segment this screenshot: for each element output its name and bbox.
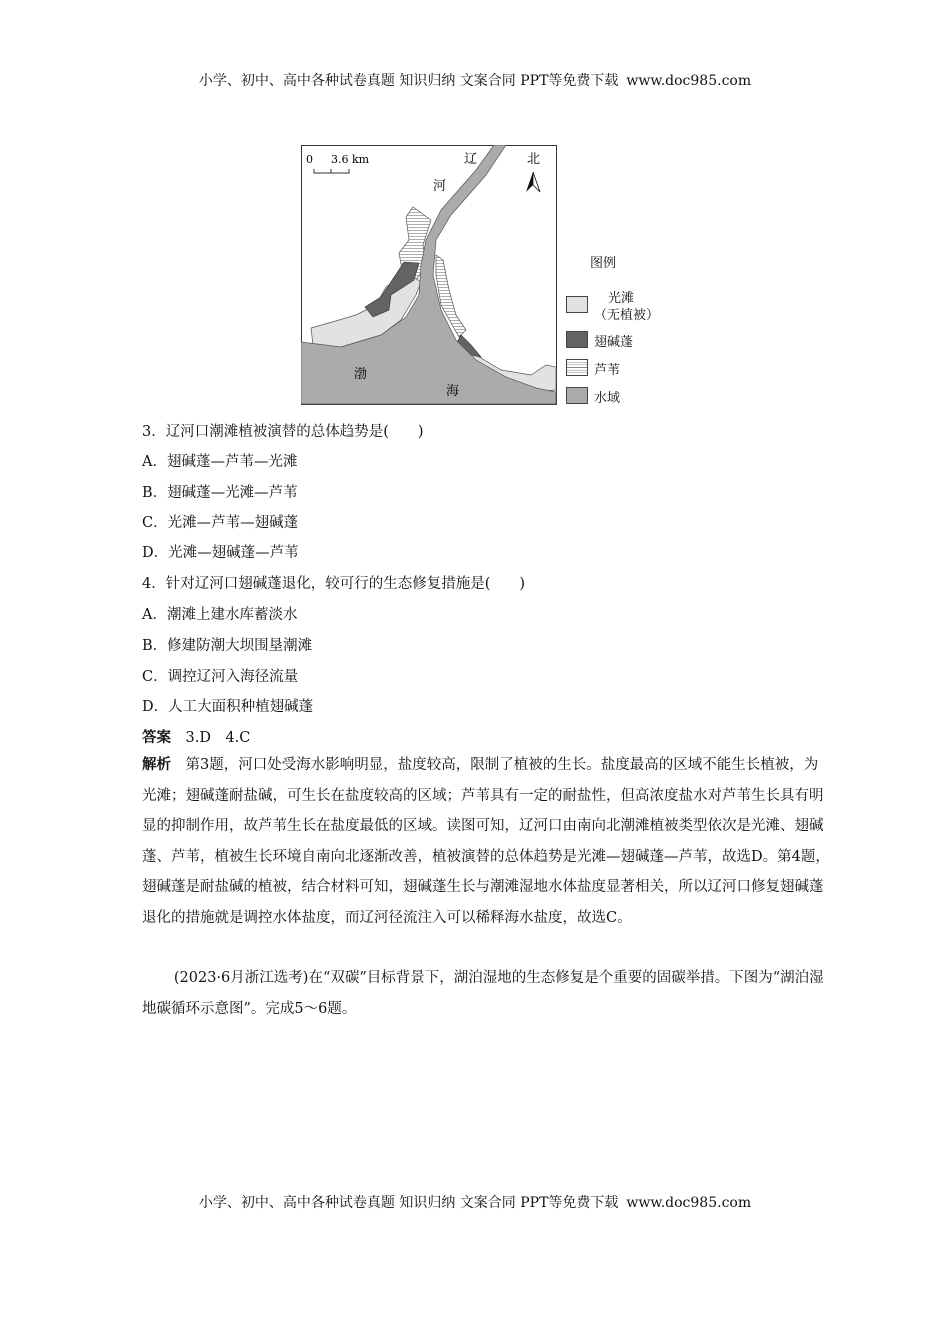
option: A．翅碱蓬—芦苇—光滩	[142, 454, 298, 470]
analysis-text: 第3题，河口处受海水影响明显，盐度较高，限制了植被的生长。盐度最高的区域不能生长植被，为光滩；翅碱蓬耐盐碱，可生长在盐度较高的区域；芦苇具有一定的耐盐性，但高浓度盐水对芦苇生长具有明显的抑制作用，故芦苇生长在盐度最低的区域。读图可知，辽河口由南向北潮滩植被类型依次是光滩、翅碱蓬、芦苇，植被生长环境自南向北逐渐改善，植被演替的总体趋势是光滩—翅碱蓬—芦苇，故选D。第4题，翅碱蓬是耐盐碱的植被，结合材料可知，翅碱蓬生长与潮滩湿地水体盐度显著相关，所以辽河口修复翅碱蓬退化的措施就是调控水体盐度，而辽河径流注入可以稀释海水盐度，故选C。	[142, 757, 830, 926]
page-footer	[0, 1192, 950, 1212]
page-header	[0, 70, 950, 90]
north-label: 北	[527, 152, 541, 167]
legend-swatch	[566, 359, 588, 376]
answer	[142, 726, 250, 747]
sea-label: 海	[446, 384, 460, 399]
footer-text: 小学、初中、高中各种试卷真题 知识归纳 文案合同 PPT等免费下载	[198, 1195, 619, 1211]
answer-value: 3.D 4.C	[185, 730, 251, 746]
legend-swatch	[566, 296, 588, 313]
option: B．修建防潮大坝围垦潮滩	[142, 638, 313, 654]
next-question-intro: (2023·6月浙江选考)在“双碳”目标背景下，湖泊湿地的生态修复是个重要的固碳举措。下图为“湖泊湿地碳循环示意图”。完成5～6题。	[142, 970, 824, 1017]
analysis-label: 解析	[142, 756, 171, 773]
answer-label: 答案	[142, 729, 171, 746]
question-3: 3．辽河口潮滩植被演替的总体趋势是( )	[142, 424, 424, 440]
river-label: 辽	[464, 152, 478, 167]
liaohe-estuary-map	[301, 145, 557, 405]
sea-label: 渤	[354, 367, 368, 382]
header-link[interactable]: www.doc985.com	[626, 73, 752, 89]
legend-swatch	[566, 387, 588, 404]
footer-link[interactable]: www.doc985.com	[626, 1195, 752, 1211]
scale-label: 3.6 km	[331, 153, 370, 166]
legend-label: （无植被）	[594, 308, 660, 323]
header-text: 小学、初中、高中各种试卷真题 知识归纳 文案合同 PPT等免费下载	[198, 73, 619, 89]
legend-label: 芦苇	[594, 363, 621, 378]
option: A．潮滩上建水库蓄淡水	[142, 607, 298, 623]
river-label: 河	[433, 179, 447, 194]
analysis	[142, 750, 832, 934]
legend-label: 水域	[594, 391, 621, 406]
legend-label: 光滩	[608, 291, 635, 306]
question-4: 4．针对辽河口翅碱蓬退化，较可行的生态修复措施是( )	[142, 576, 526, 592]
option: C．调控辽河入海径流量	[142, 669, 299, 685]
legend-label: 翅碱蓬	[594, 335, 634, 350]
option: D．人工大面积种植翅碱蓬	[142, 699, 314, 715]
option: B．翅碱蓬—光滩—芦苇	[142, 485, 298, 501]
scale-zero: 0	[306, 153, 313, 166]
legend-title: 图例	[590, 256, 617, 271]
legend-swatch	[566, 331, 588, 348]
option: C．光滩—芦苇—翅碱蓬	[142, 515, 299, 531]
option: D．光滩—翅碱蓬—芦苇	[142, 545, 299, 561]
